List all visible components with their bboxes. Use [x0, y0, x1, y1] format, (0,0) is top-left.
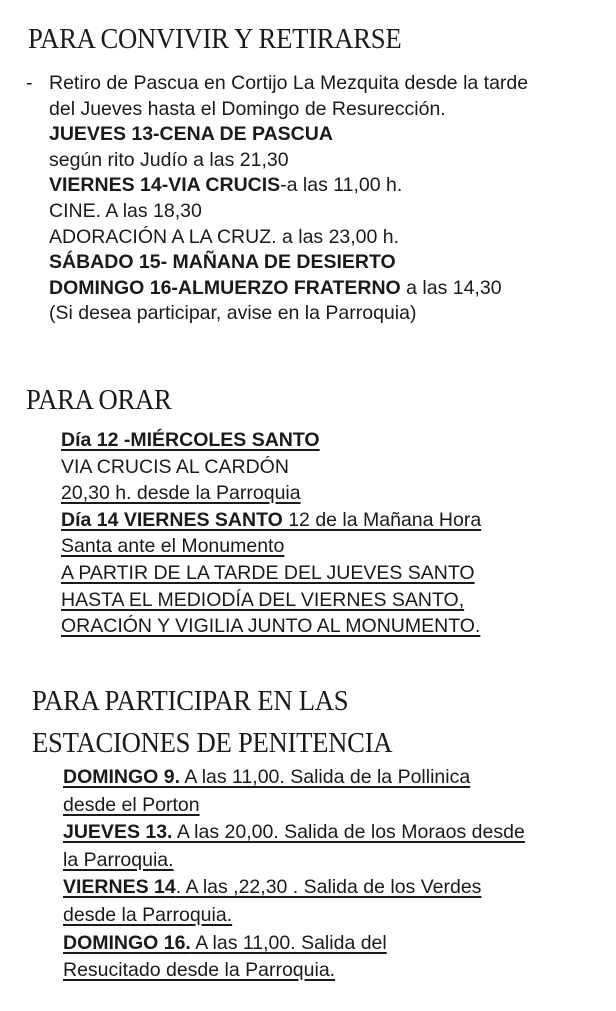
text-line: (Si desea participar, avise en la Parroquia) [49, 302, 417, 325]
text-line: 20,30 h. desde la Parroquia [61, 482, 301, 505]
text-line: VIA CRUCIS AL CARDÓN [61, 455, 289, 478]
text-line: desde el Porton [63, 793, 200, 816]
text-line: VIERNES 14. A las ,22,30 . Salida de los Verdes [63, 876, 482, 899]
text-line: DOMINGO 16-ALMUERZO FRATERNO a las 14,30 [49, 276, 502, 299]
text-line: ADORACIÓN A LA CRUZ. a las 23,00 h. [49, 225, 400, 248]
section-heading-orar: PARA ORAR [26, 384, 172, 416]
text-line: SÁBADO 15- MAÑANA DE DESIERTO [49, 251, 396, 274]
heading-line: PARA PARTICIPAR EN LAS [32, 685, 349, 717]
heading-line: ESTACIONES DE PENITENCIA [32, 727, 393, 759]
text-line: Resucitado desde la Parroquia. [63, 959, 336, 982]
text-line: del Jueves hasta el Domingo de Resurección. [49, 97, 446, 120]
text-line: HASTA EL MEDIODÍA DEL VIERNES SANTO, [61, 588, 465, 611]
text-line: VIERNES 14-VIA CRUCIS-a las 11,00 h. [49, 174, 403, 197]
text-line: A PARTIR DE LA TARDE DEL JUEVES SANTO [61, 561, 475, 584]
section-heading-penitencia [32, 680, 392, 764]
text-line: ORACIÓN Y VIGILIA JUNTO AL MONUMENTO. [61, 615, 481, 638]
text-line: según rito Judío a las 21,30 [49, 148, 289, 171]
text-line: desde la Parroquia. [63, 903, 233, 926]
section-heading-convivir: PARA CONVIVIR Y RETIRARSE [28, 23, 402, 55]
text-line: DOMINGO 9. A las 11,00. Salida de la Pollinica [63, 766, 471, 788]
section-body-penitencia [63, 764, 525, 985]
section-body-orar [61, 427, 481, 640]
text-line: CINE. A las 18,30 [49, 199, 202, 222]
text-line: Retiro de Pascua en Cortijo La Mezquita desde la tarde [49, 72, 529, 94]
text-line: DOMINGO 16. A las 11,00. Salida del [63, 931, 387, 954]
text-line: la Parroquia. [63, 848, 174, 871]
text-line: Santa ante el Monumento [61, 535, 285, 558]
text-line: Día 14 VIERNES SANTO 12 de la Mañana Hora [61, 508, 482, 531]
text-line: JUEVES 13-CENA DE PASCUA [49, 123, 333, 146]
text-line: Día 12 -MIÉRCOLES SANTO [61, 429, 320, 451]
section-body-convivir [49, 71, 528, 327]
list-bullet: - [26, 72, 33, 94]
text-line: JUEVES 13. A las 20,00. Salida de los Moraos desde [63, 821, 525, 844]
